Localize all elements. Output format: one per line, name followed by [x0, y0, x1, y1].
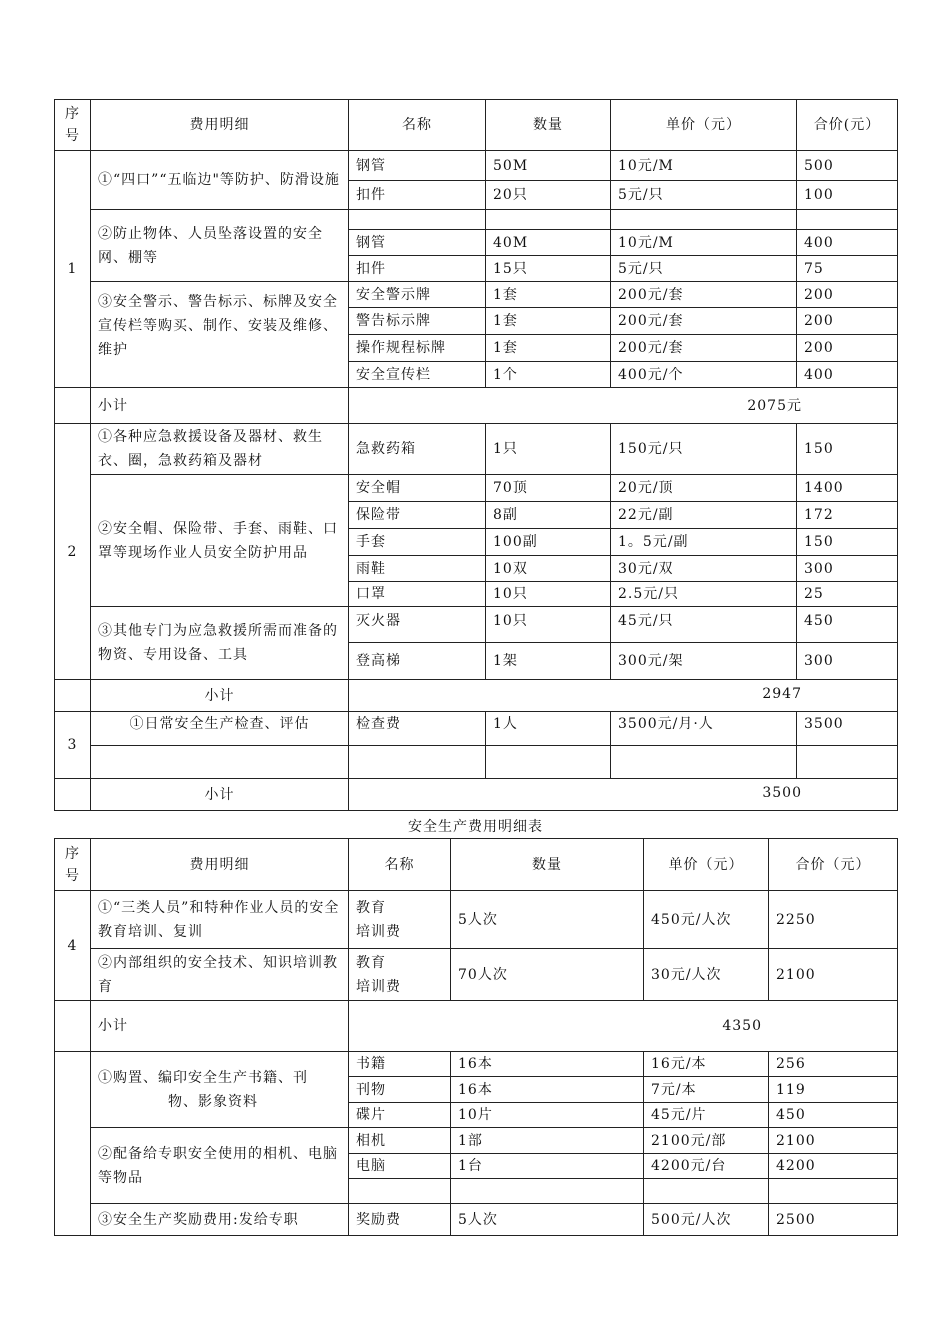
- item-name: 扣件: [349, 181, 486, 210]
- group-number: 2: [55, 424, 91, 680]
- item-qty: 10只: [486, 607, 611, 643]
- item-total: 100: [797, 181, 898, 210]
- item-name: 钢管: [349, 151, 486, 181]
- item-qty: 15只: [486, 256, 611, 282]
- header-unit-price: 单价（元）: [644, 839, 769, 891]
- item-qty: 1套: [486, 282, 611, 308]
- table-row: [55, 475, 898, 502]
- item-total: 150: [797, 424, 898, 475]
- item-unit-price: 45元/片: [644, 1103, 769, 1128]
- item-unit-price: 200元/套: [611, 308, 797, 335]
- item-total: 2250: [769, 891, 898, 949]
- table-row: [55, 891, 898, 949]
- item-qty: 8副: [486, 502, 611, 529]
- header-name: 名称: [349, 839, 451, 891]
- item-qty: [451, 1179, 644, 1204]
- expense-detail: ②内部组织的安全技术、知识培训教育: [91, 949, 349, 1001]
- item-total: 75: [797, 256, 898, 282]
- item-name: 书籍: [349, 1052, 451, 1077]
- expense-detail: ②防止物体、人员坠落设置的安全网、棚等: [91, 210, 349, 282]
- table-caption: 安全生产费用明细表: [408, 819, 543, 835]
- item-name: 灭火器: [349, 607, 486, 643]
- item-name: 电脑: [349, 1154, 451, 1179]
- item-name: 奖励费: [349, 1204, 451, 1236]
- item-qty: 16本: [451, 1077, 644, 1103]
- empty-cell: [55, 1001, 91, 1052]
- item-total: 300: [797, 643, 898, 680]
- empty-cell: [55, 779, 91, 811]
- item-unit-price: 200元/套: [611, 335, 797, 362]
- item-total: 500: [797, 151, 898, 181]
- subtotal-value: 2075元: [349, 388, 898, 424]
- item-unit-price: 4200元/台: [644, 1154, 769, 1179]
- table-row: [55, 151, 898, 181]
- item-name: [349, 746, 486, 779]
- item-total: 2100: [769, 1128, 898, 1154]
- expense-detail: ③安全警示、警告标示、标牌及安全宣传栏等购买、制作、安装及维修、维护: [91, 282, 349, 388]
- item-total: 1400: [797, 475, 898, 502]
- subtotal-label: 小计: [91, 779, 349, 811]
- header-detail: 费用明细: [91, 839, 349, 891]
- expense-table-1: [54, 99, 898, 811]
- header-total: 合价（元）: [769, 839, 898, 891]
- item-total: 200: [797, 308, 898, 335]
- item-name: 急救药箱: [349, 424, 486, 475]
- item-total: 150: [797, 529, 898, 556]
- table-row: [55, 1204, 898, 1236]
- item-qty: 1部: [451, 1128, 644, 1154]
- item-total: 400: [797, 230, 898, 256]
- item-name: 安全帽: [349, 475, 486, 502]
- item-unit-price: 400元/个: [611, 362, 797, 388]
- subtotal-row: [55, 779, 898, 811]
- item-unit-price: 200元/套: [611, 282, 797, 308]
- item-qty: 10片: [451, 1103, 644, 1128]
- item-unit-price: 7元/本: [644, 1077, 769, 1103]
- subtotal-label: 小计: [91, 388, 349, 424]
- subtotal-value: 2947: [349, 680, 898, 712]
- empty-cell: [91, 746, 349, 779]
- item-qty: 100副: [486, 529, 611, 556]
- item-name: 钢管: [349, 230, 486, 256]
- item-qty: 1架: [486, 643, 611, 680]
- expense-detail-line: 物、影象资料: [168, 1093, 258, 1110]
- group-number: 4: [55, 891, 91, 1001]
- item-unit-price: 500元/人次: [644, 1204, 769, 1236]
- item-total: 400: [797, 362, 898, 388]
- item-name: 雨鞋: [349, 556, 486, 582]
- item-unit-price: 5元/只: [611, 181, 797, 210]
- item-unit-price: 450元/人次: [644, 891, 769, 949]
- item-unit-price: 10元/M: [611, 151, 797, 181]
- item-qty: 20只: [486, 181, 611, 210]
- item-name: [349, 1179, 451, 1204]
- expense-detail: ①各种应急救援设备及器材、救生衣、圈，急救药箱及器材: [91, 424, 349, 475]
- header-qty: 数量: [451, 839, 644, 891]
- item-total: 2100: [769, 949, 898, 1001]
- item-unit-price: 30元/人次: [644, 949, 769, 1001]
- item-qty: 1个: [486, 362, 611, 388]
- header-no: 序 号: [55, 100, 91, 151]
- subtotal-label: 小计: [91, 1001, 349, 1052]
- item-qty: 10只: [486, 582, 611, 607]
- subtotal-value: 3500: [349, 779, 898, 811]
- item-name: 碟片: [349, 1103, 451, 1128]
- expense-detail: ①“三类人员”和特种作业人员的安全教育培训、复训: [91, 891, 349, 949]
- subtotal-value: 4350: [349, 1001, 898, 1052]
- empty-cell: [55, 680, 91, 712]
- item-name: 登高梯: [349, 643, 486, 680]
- item-qty: 16本: [451, 1052, 644, 1077]
- item-total: 119: [769, 1077, 898, 1103]
- item-unit-price: 5元/只: [611, 256, 797, 282]
- item-qty: 1只: [486, 424, 611, 475]
- group-number: 3: [55, 712, 91, 779]
- subtotal-row: [55, 680, 898, 712]
- header-detail: 费用明细: [91, 100, 349, 151]
- expense-detail: ②配备给专职安全使用的相机、电脑等物品: [91, 1128, 349, 1204]
- item-qty: 40M: [486, 230, 611, 256]
- item-name: 刊物: [349, 1077, 451, 1103]
- item-qty: 5人次: [451, 1204, 644, 1236]
- expense-table-2: [54, 838, 898, 1236]
- expense-detail: ③安全生产奖励费用:发给专职: [91, 1204, 349, 1236]
- expense-detail-line: ①购置、编印安全生产书籍、刊: [98, 1069, 308, 1086]
- item-qty: 70人次: [451, 949, 644, 1001]
- header-name: 名称: [349, 100, 486, 151]
- header-total: 合价(元）: [797, 100, 898, 151]
- item-qty: 1人: [486, 712, 611, 746]
- item-name: 相机: [349, 1128, 451, 1154]
- table-row: [55, 746, 898, 779]
- table-row: [55, 712, 898, 746]
- item-total: 3500: [797, 712, 898, 746]
- item-unit-price: [611, 746, 797, 779]
- item-total: [797, 210, 898, 230]
- item-unit-price: 22元/副: [611, 502, 797, 529]
- item-total: 450: [797, 607, 898, 643]
- table-row: [55, 282, 898, 308]
- item-total: 256: [769, 1052, 898, 1077]
- table-header-row: [55, 100, 898, 151]
- table-row: [55, 424, 898, 475]
- item-unit-price: 2.5元/只: [611, 582, 797, 607]
- item-unit-price: [644, 1179, 769, 1204]
- empty-cell: [55, 388, 91, 424]
- item-qty: 1套: [486, 335, 611, 362]
- item-total: 172: [797, 502, 898, 529]
- table-row: [55, 607, 898, 643]
- item-name: 手套: [349, 529, 486, 556]
- table-header-row: [55, 839, 898, 891]
- item-qty: 5人次: [451, 891, 644, 949]
- item-unit-price: [611, 210, 797, 230]
- table-row: [55, 1052, 898, 1077]
- item-qty: 50M: [486, 151, 611, 181]
- table-row: [55, 1128, 898, 1154]
- item-unit-price: 3500元/月·人: [611, 712, 797, 746]
- expense-detail: ①“四口”“五临边"等防护、防滑设施: [91, 151, 349, 210]
- item-unit-price: 300元/架: [611, 643, 797, 680]
- item-total: 300: [797, 556, 898, 582]
- group-number: 1: [55, 151, 91, 388]
- item-total: 4200: [769, 1154, 898, 1179]
- item-unit-price: 2100元/部: [644, 1128, 769, 1154]
- subtotal-row: [55, 388, 898, 424]
- item-total: 200: [797, 335, 898, 362]
- item-unit-price: 150元/只: [611, 424, 797, 475]
- item-name: 口罩: [349, 582, 486, 607]
- item-name: 安全警示牌: [349, 282, 486, 308]
- item-total: 25: [797, 582, 898, 607]
- item-name: 教育 培训费: [349, 891, 451, 949]
- item-total: 2500: [769, 1204, 898, 1236]
- item-total: [769, 1179, 898, 1204]
- item-qty: 70顶: [486, 475, 611, 502]
- item-total: 450: [769, 1103, 898, 1128]
- item-name: 操作规程标牌: [349, 335, 486, 362]
- item-qty: 10双: [486, 556, 611, 582]
- expense-detail: ③其他专门为应急救援所需而准备的物资、专用设备、工具: [91, 607, 349, 680]
- subtotal-label: 小计: [91, 680, 349, 712]
- subtotal-row: [55, 1001, 898, 1052]
- item-unit-price: 10元/M: [611, 230, 797, 256]
- item-unit-price: 20元/顶: [611, 475, 797, 502]
- expense-detail: ②安全帽、保险带、手套、雨鞋、口罩等现场作业人员安全防护用品: [91, 475, 349, 607]
- group-number-empty: [55, 1052, 91, 1236]
- header-no: 序 号: [55, 839, 91, 891]
- expense-detail: ①日常安全生产检查、评估: [91, 712, 349, 746]
- table-row: [55, 949, 898, 1001]
- item-name: 教育 培训费: [349, 949, 451, 1001]
- item-qty: [486, 746, 611, 779]
- item-name: 保险带: [349, 502, 486, 529]
- item-name: [349, 210, 486, 230]
- item-name: 安全宣传栏: [349, 362, 486, 388]
- item-qty: 1台: [451, 1154, 644, 1179]
- item-unit-price: 16元/本: [644, 1052, 769, 1077]
- item-name: 警告标示牌: [349, 308, 486, 335]
- expense-detail: [91, 1052, 349, 1128]
- header-qty: 数量: [486, 100, 611, 151]
- item-qty: [486, 210, 611, 230]
- header-unit-price: 单价（元）: [611, 100, 797, 151]
- table-row: [55, 210, 898, 230]
- item-unit-price: 30元/双: [611, 556, 797, 582]
- item-name: 扣件: [349, 256, 486, 282]
- item-name: 检查费: [349, 712, 486, 746]
- item-total: 200: [797, 282, 898, 308]
- item-total: [797, 746, 898, 779]
- item-unit-price: 1。5元/副: [611, 529, 797, 556]
- item-qty: 1套: [486, 308, 611, 335]
- item-unit-price: 45元/只: [611, 607, 797, 643]
